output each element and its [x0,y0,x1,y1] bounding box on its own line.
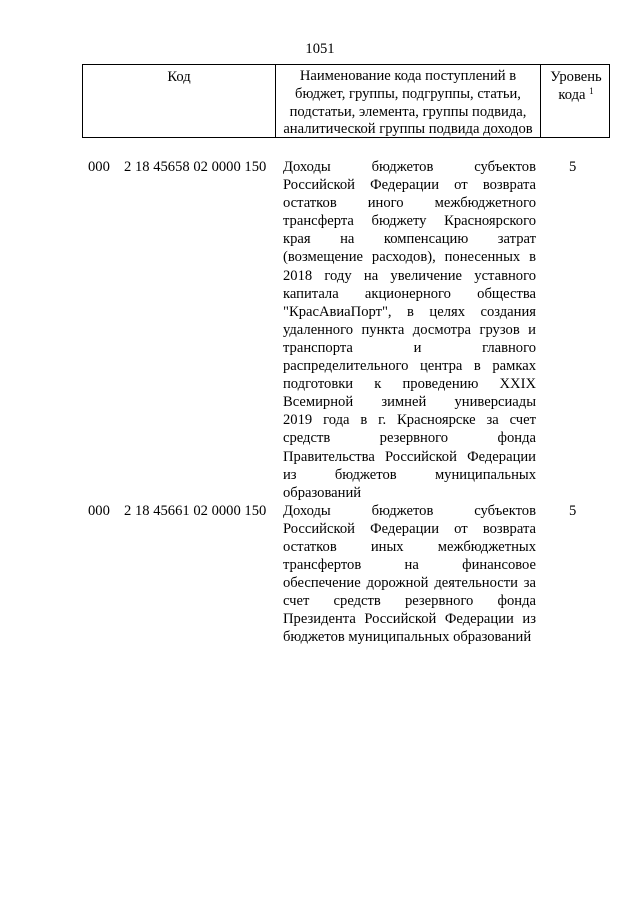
income-name-line: "КрасАвиаПорт", в целях создания [283,303,536,320]
header-level-text: кода [558,87,586,104]
table-row [0,502,640,647]
income-name-line: Доходы бюджетов субъектов [283,502,536,519]
header-name [276,65,541,137]
table-header [82,64,610,138]
income-name-line: средств резервного фонда [283,430,536,447]
income-name-line: (возмещение расходов), понесенных в [283,249,536,266]
income-name-line: транспорта и главного [283,339,536,356]
header-name-line: бюджет, группы, подгруппы, статьи, [295,85,521,102]
header-name-line: Наименование кода поступлений в [299,68,517,84]
income-name-line: трансферта бюджету Красноярского [283,213,536,230]
income-name-line: обеспечение дорожной деятельности за [283,575,536,592]
table-row [0,158,640,502]
income-name-line: Президента Российской Федерации из [283,611,536,628]
income-name [283,502,536,647]
income-name-line: из бюджетов муниципальных [283,466,536,483]
income-name-line: трансфертов на финансовое [283,557,536,574]
admin-code: 000 [88,502,110,519]
admin-code: 000 [88,159,110,175]
income-name-line: Всемирной зимней универсиады [283,394,536,411]
header-name-line: подстатьи, элемента, группы подвида, [289,103,527,120]
income-name-line: Доходы бюджетов субъектов [283,159,536,175]
header-name-line: аналитической группы подвида доходов [283,121,533,138]
income-code: 2 18 45658 02 0000 150 [124,159,267,175]
income-code: 2 18 45661 02 0000 150 [124,502,267,519]
footnote-marker: 1 [589,86,594,97]
income-name-line: образований [283,484,362,501]
table-body [0,158,640,647]
income-name-line: подготовки к проведению XXIX [283,376,536,393]
income-name-line: счет средств резервного фонда [283,593,536,610]
income-name-line: 2019 года в г. Красноярске за счет [283,412,536,429]
code-level: 5 [569,159,577,175]
page-number: 1051 [305,41,335,57]
income-name-line: остатков иного межбюджетного [283,195,536,212]
income-name-line: остатков иных межбюджетных [283,538,536,555]
code-level: 5 [569,502,577,519]
header-level-line2 [541,86,611,104]
header-level-line1: Уровень [550,69,602,85]
header-level [541,65,611,137]
income-name-line: удаленного пункта досмотра грузов и [283,321,536,338]
income-name-line: края на компенсацию затрат [283,231,536,248]
income-name-line: Правительства Российской Федерации [283,448,536,465]
income-name-line: распределительного центра в рамках [283,358,536,375]
income-name-line: бюджетов муниципальных образований [283,629,532,646]
income-name-line: 2018 году на увеличение уставного [283,267,536,284]
income-name [283,158,536,502]
header-code: Код [83,65,276,137]
income-name-line: капитала акционерного общества [283,285,536,302]
income-name-line: Российской Федерации от возврата [283,520,536,537]
income-name-line: Российской Федерации от возврата [283,177,536,194]
